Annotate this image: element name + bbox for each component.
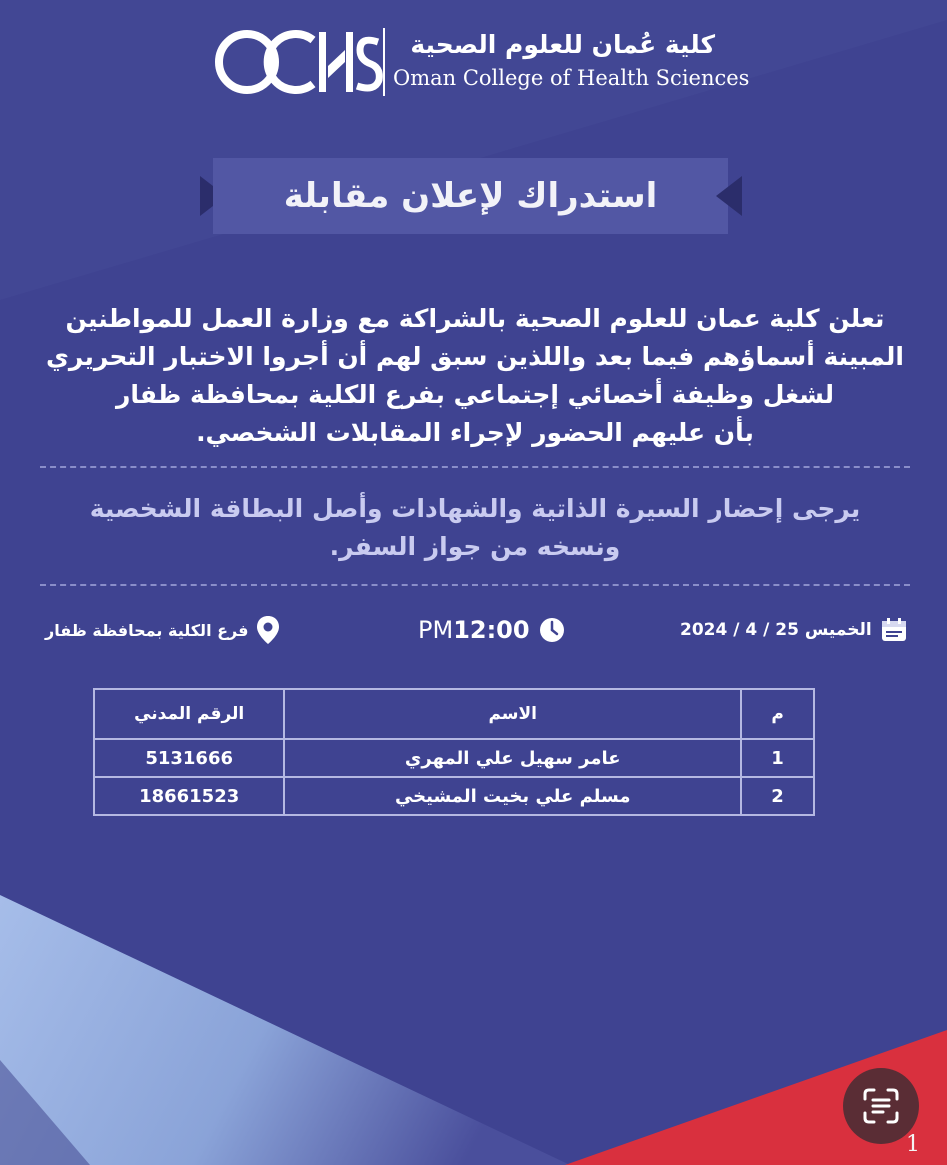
interview-location <box>45 612 280 648</box>
college-logo <box>215 22 750 102</box>
cell-civil-id: 5131666 <box>94 739 284 777</box>
header-name: الاسم <box>284 689 741 739</box>
announcement-line: بأن عليهم الحضور لإجراء المقابلات الشخصي. <box>196 418 754 447</box>
college-name-arabic: كلية عُمان للعلوم الصحية <box>410 30 715 59</box>
calendar-icon <box>880 617 908 643</box>
page-number: 1 <box>906 1132 920 1157</box>
note-line: ونسخه من جواز السفر. <box>329 532 621 561</box>
table-header-row <box>94 689 814 739</box>
date-text: الخميس 25 / 4 / 2024 <box>680 620 872 640</box>
dashed-divider <box>40 584 910 586</box>
note-line: يرجى إحضار السيرة الذاتية والشهادات وأصل البطاقة الشخصية <box>89 494 861 523</box>
cell-name: عامر سهيل علي المهري <box>284 739 741 777</box>
clock-icon <box>538 616 566 644</box>
header-number: م <box>741 689 814 739</box>
table-row <box>94 777 814 815</box>
cell-name: مسلم علي بخيت المشيخي <box>284 777 741 815</box>
page-title: استدراك لإعلان مقابلة <box>283 176 658 216</box>
location-pin-icon <box>256 615 280 645</box>
ochs-logo-mark-icon <box>215 22 385 102</box>
cell-number: 2 <box>741 777 814 815</box>
cell-number: 1 <box>741 739 814 777</box>
interview-time <box>418 612 566 648</box>
table-row <box>94 739 814 777</box>
location-text: فرع الكلية بمحافظة ظفار <box>45 620 249 640</box>
dashed-divider <box>40 466 910 468</box>
text-scan-icon <box>861 1086 901 1126</box>
announcement-line: لشغل وظيفة أخصائي إجتماعي بفرع الكلية بمحافظة ظفار <box>115 380 835 409</box>
candidates-table <box>93 688 815 816</box>
announcement-line: تعلن كلية عمان للعلوم الصحية بالشراكة مع وزارة العمل للمواطنين <box>65 304 885 333</box>
interview-date <box>680 612 908 648</box>
header-civil-id: الرقم المدني <box>94 689 284 739</box>
cell-civil-id: 18661523 <box>94 777 284 815</box>
announcement-line: المبينة أسماؤهم فيما بعد واللذين سبق لهم أن أجروا الاختبار التحريري <box>46 342 904 371</box>
college-name-english: Oman College of Health Sciences <box>393 66 750 90</box>
title-banner <box>200 158 742 234</box>
documents-note <box>35 490 915 566</box>
time-text: 12:00 <box>453 616 530 644</box>
time-suffix: PM <box>418 616 454 644</box>
announcement-text <box>35 300 915 452</box>
